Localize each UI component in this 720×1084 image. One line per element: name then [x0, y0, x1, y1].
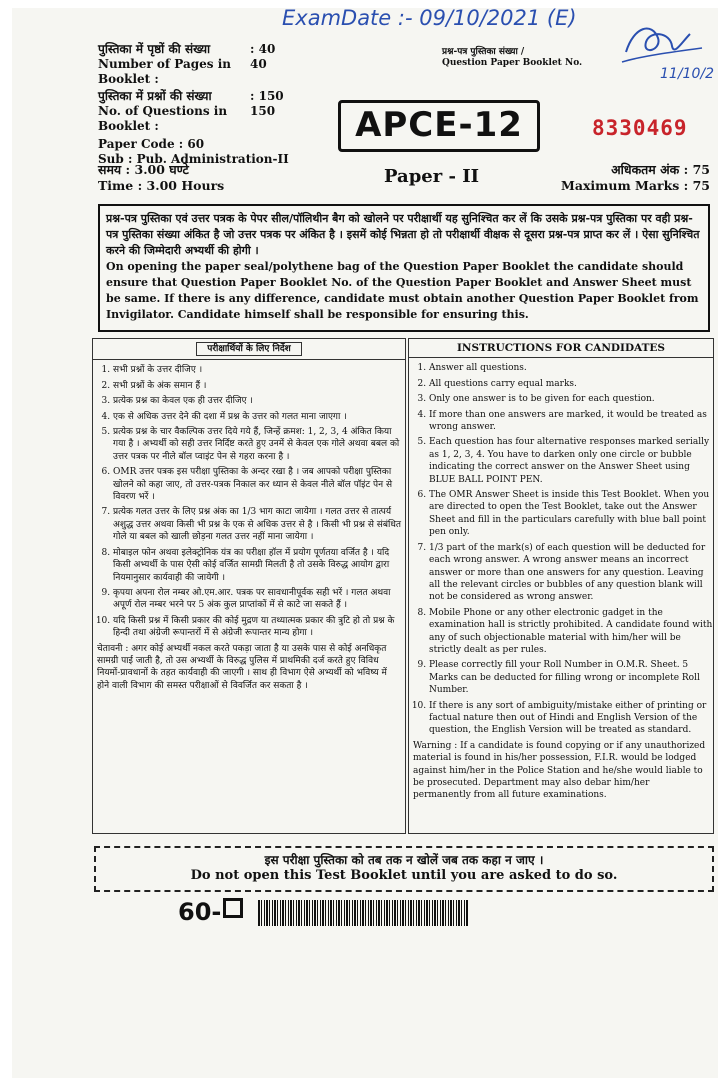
english-instructions-title: INSTRUCTIONS FOR CANDIDATES — [409, 339, 713, 358]
list-item: 7. प्रत्येक गलत उत्तर के लिए प्रश्न अंक का 1/3 भाग काटा जायेगा । गलत उत्तर से तात्पर्य अशुद्ध उत्तर अथवा किसी भी प्रश्न के एक से अधिक उत्तर से है । किसी भी प्रश्न से संबंधित गोले या बबल को खाली छोड़ना गलत उत्तर नहीं माना जायेगा । — [113, 506, 405, 543]
questions-value: : 150 — [250, 89, 284, 103]
do-not-open-notice — [94, 846, 714, 892]
time-hi: समय : 3.00 घण्टे — [98, 162, 189, 177]
booklet-serial-number: 8330469 — [592, 116, 688, 140]
hindi-instructions-title: परीक्षार्थियों के लिए निर्देश — [196, 342, 302, 356]
time-block — [98, 162, 224, 194]
booklet-no-label-en: Question Paper Booklet No. — [442, 58, 583, 68]
list-item: 5. Each question has four alternative responses marked serially as 1, 2, 3, 4. You have to darken only one circle or bubble indicating the correct answer on the Answer Sheet using BLUE BALL POINT PEN. — [429, 436, 713, 486]
notice-hi: प्रश्न-पत्र पुस्तिका एवं उत्तर पत्रक के पेपर सील/पॉलिथीन बैग को खोलने पर परीक्षार्थी यह सुनिश्चित कर लें कि उसके प्रश्न-पत्र पुस्तिका पर वही प्रश्न-पत्र पुस्तिका संख्या अंकित है जो उत्तर पत्रक पर अंकित है । इसमें कोई भिन्नता हो तो परीक्षार्थी वीक्षक से दूसरा प्रश्न-पत्र प्राप्त कर लें । ऐसा सुनिश्चित करने की जिम्मेदारी अभ्यर्थी की होगी । — [106, 212, 700, 257]
list-item: 3. Only one answer is to be given for each question. — [429, 393, 713, 405]
hindi-instructions-list — [93, 364, 405, 639]
set-code — [178, 898, 243, 926]
booklet-no-label-hi: प्रश्न-पत्र पुस्तिका संख्या / — [442, 47, 525, 57]
list-item: 8. मोबाइल फोन अथवा इलेक्ट्रोनिक यंत्र का परीक्षा हॉल में प्रयोग पूर्णतया वर्जित है । यदि किसी अभ्यर्थी के पास ऐसी कोई वर्जित सामग्री मिलती है तो उसके विरुद्ध आयोग द्वारा नियमानुसार कार्यवाही की जायेगी । — [113, 547, 405, 584]
list-item: 4. एक से अधिक उत्तर देने की दशा में प्रश्न के उत्तर को गलत माना जाएगा । — [113, 411, 405, 423]
list-item: 1. Answer all questions. — [429, 362, 713, 374]
subject: Sub : Pub. Administration-II — [98, 152, 289, 166]
booklet-meta — [98, 42, 308, 167]
list-item: 7. 1/3 part of the mark(s) of each question will be deducted for each wrong answer. A wrong answer means an incorrect answer or more than one answers for any question. Leaving all the relevant circles or bubbles of any question blank will not be considered as wrong answer. — [429, 542, 713, 604]
checkbox-square-icon — [223, 898, 243, 918]
paper-code: Paper Code : 60 — [98, 137, 205, 151]
list-item: 1. सभी प्रश्नों के उत्तर दीजिए । — [113, 364, 405, 376]
list-item: 10. यदि किसी प्रश्न में किसी प्रकार की कोई मुद्रण या तथ्यात्मक प्रकार की त्रुटि हो तो प्रश्न के हिन्दी तथा अंग्रेजी रूपान्तरों में से अंग्रेजी रूपान्तर मान्य होगा । — [113, 615, 405, 640]
pages-label-en: Number of Pages in Booklet : — [98, 57, 231, 86]
do-not-open-hi: इस परीक्षा पुस्तिका को तब तक न खोलें जब तक कहा न जाए । — [264, 853, 544, 867]
stamp-date: 11/10/2 — [660, 66, 714, 82]
booklet-check-notice — [98, 204, 710, 332]
list-item: 6. The OMR Answer Sheet is inside this Test Booklet. When you are directed to open the Test Booklet, take out the Answer Sheet and fill in the particulars carefully with blue ball point pen only. — [429, 489, 713, 539]
list-item: 8. Mobile Phone or any other electronic gadget in the examination hall is strictly prohibited. A candidate found with any of such objectionable material with him/her will be strictly dealt as per rules. — [429, 607, 713, 657]
marks-hi: अधिकतम अंक : 75 — [611, 162, 710, 177]
list-item: 10. If there is any sort of ambiguity/mistake either of printing or factual nature then out of Hindi and English Version of the question, the English Version will be treated as standard. — [429, 700, 713, 737]
handwritten-initials-signature — [612, 12, 714, 84]
questions-label-hi: पुस्तिका में प्रश्नों की संख्या — [98, 89, 212, 103]
hindi-instructions-panel — [92, 338, 406, 834]
english-instructions-panel — [408, 338, 714, 834]
questions-value-en: 150 — [250, 104, 276, 118]
marks-block — [560, 162, 710, 194]
questions-label-en: No. of Questions in Booklet : — [98, 104, 228, 133]
hindi-warning: चेतावनी : अगर कोई अभ्यर्थी नकल करते पकड़ा जाता है या उसके पास से कोई अनधिकृत सामग्री पाई जाती है, तो उस अभ्यर्थी के विरुद्ध पुलिस में प्राथमिकी दर्ज करते हुए विविध नियमों-प्रावधानों के तहत कार्यवाही की जाएगी । साथ ही विभाग ऐसे अभ्यर्थी को भविष्य में होने वाली विभाग की समस्त परीक्षाओं से विवर्जित कर सकता है । — [97, 643, 387, 691]
list-item: 2. सभी प्रश्नों के अंक समान हैं । — [113, 380, 405, 392]
set-code-text: 60- — [178, 898, 222, 926]
marks-en: Maximum Marks : 75 — [561, 178, 710, 193]
time-en: Time : 3.00 Hours — [98, 178, 225, 193]
pages-value: : 40 — [250, 42, 276, 56]
list-item: 3. प्रत्येक प्रश्न का केवल एक ही उत्तर दीजिए । — [113, 395, 405, 407]
list-item: 6. OMR उत्तर पत्रक इस परीक्षा पुस्तिका के अन्दर रखा है । जब आपको परीक्षा पुस्तिका खोलने को कहा जाए, तो उत्तर-पत्रक निकाल कर ध्यान से केवल नीले बॉल पॉइंट पेन से विवरण भरें । — [113, 466, 405, 503]
list-item: 9. कृपया अपना रोल नम्बर ओ.एम.आर. पत्रक पर सावधानीपूर्वक सही भरें । गलत अथवा अपूर्ण रोल नम्बर भरने पर 5 अंक कुल प्राप्तांकों में से काटे जा सकते हैं । — [113, 587, 405, 612]
do-not-open-en: Do not open this Test Booklet until you are asked to do so. — [190, 868, 618, 883]
english-warning: Warning : If a candidate is found copying or if any unauthorized material is found in his/her possession, F.I.R. would be lodged against him/her in the Police Station and he/she would liable to be prosecuted. Department may also debar him/her permanently from all future examinations. — [413, 740, 706, 801]
paper-set-code: APCE-12 — [338, 100, 540, 152]
handwritten-exam-date: ExamDate :- 09/10/2021 (E) — [282, 6, 577, 30]
list-item: 4. If more than one answers are marked, it would be treated as wrong answer. — [429, 409, 713, 434]
barcode — [258, 900, 468, 926]
pages-label-hi: पुस्तिका में पृष्ठों की संख्या — [98, 42, 211, 56]
list-item: 5. प्रत्येक प्रश्न के चार वैकल्पिक उत्तर दिये गये हैं, जिन्हें क्रमश: 1, 2, 3, 4 अंकित किया गया है । अभ्यर्थी को सही उत्तर निर्दिष्ट करते हुए उनमें से केवल एक गोले अथवा बबल को उत्तर पत्रक पर नीले बॉल प्वाइंट पेन से गहरा करना है । — [113, 426, 405, 463]
notice-en: On opening the paper seal/polythene bag of the Question Paper Booklet the candidate should ensure that Question Paper Booklet No. of the Question Paper Booklet and Answer Sheet must be same. If there is any difference, candidate must obtain another Question Paper Booklet from Invigilator. Candidate himself shall be responsible for ensuring this. — [106, 260, 699, 321]
pages-value-en: 40 — [250, 57, 267, 71]
paper-title: Paper - II — [384, 166, 480, 187]
list-item: 9. Please correctly fill your Roll Number in O.M.R. Sheet. 5 Marks can be deducted for filling wrong or incomplete Roll Number. — [429, 659, 713, 696]
list-item: 2. All questions carry equal marks. — [429, 378, 713, 390]
english-instructions-list — [409, 362, 713, 736]
